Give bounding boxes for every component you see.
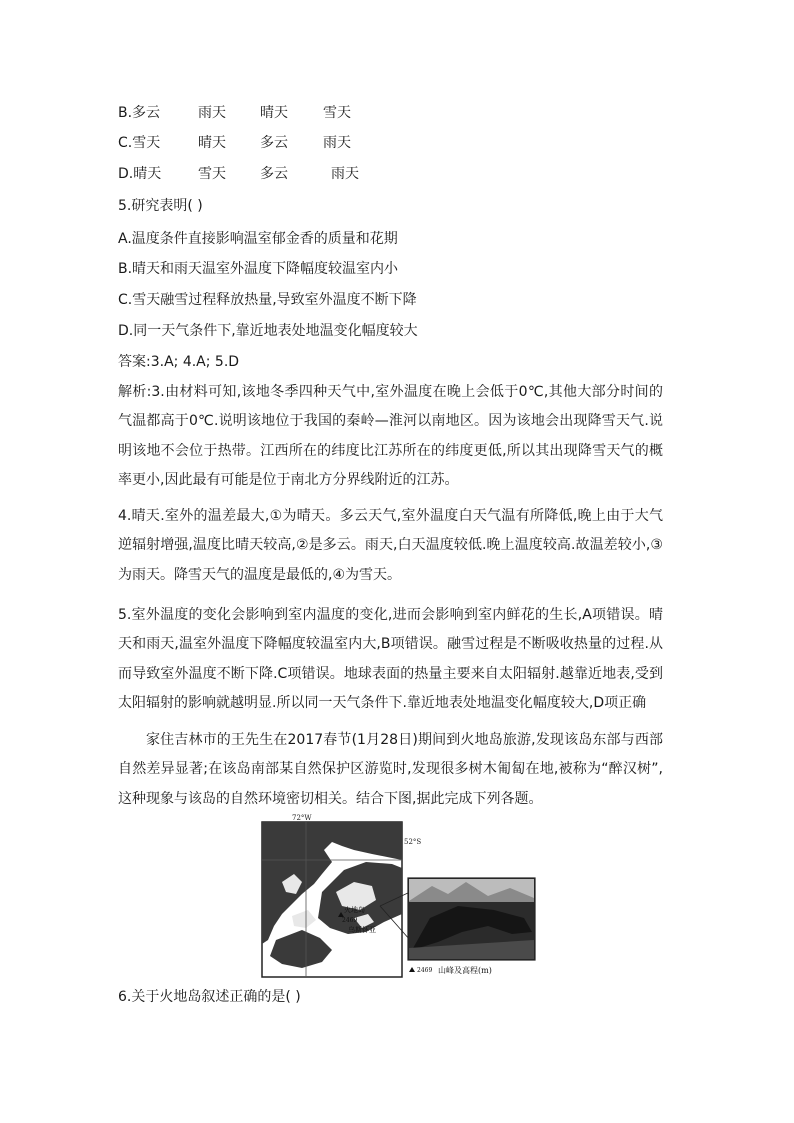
q5-option-d: D.同一天气条件下,靠近地表处地温变化幅度较大 bbox=[118, 323, 418, 339]
option-item: 雨天 bbox=[331, 166, 359, 182]
q5-option-c: C.雪天融雪过程释放热量,导致室外温度不断下降 bbox=[118, 292, 417, 308]
option-item: 晴天 bbox=[260, 105, 288, 121]
peak-label: 2469 bbox=[342, 917, 358, 924]
analysis-4: 4.晴天.室外的温差最大,①为晴天。多云天气,室外温度白天气温有所降低,晚上由于大气逆辐射增强,温度比晴天较高,②是多云。雨天,白天温度较低.晚上温度较高.故温差较小,③为雨天。降雪天气的温度是最低的,④为雪天。 bbox=[118, 508, 663, 583]
option-item: 雪天 bbox=[323, 105, 351, 121]
latitude-label: 52°S bbox=[404, 838, 422, 846]
option-item: 雪天 bbox=[198, 166, 226, 182]
q6-stem: 6.关于火地岛叙述正确的是( ) bbox=[118, 989, 301, 1005]
analysis-5: 5.室外温度的变化会影响到室内温度的变化,进而会影响到室内鲜花的生长,A项错误。晴天和雨天,温室外温度下降幅度较温室内大,B项错误。融雪过程是不断吸收热量的过程.从而导致室外温度不断下降.C项错误。地球表面的热量主要来自太阳辐射.越靠近地表,受到太阳辐射的影响就越明显.所以同一天气条件下.靠近地表处地温变化幅度较大,D项正确 bbox=[118, 607, 663, 711]
q5-option-b: B.晴天和雨天温室外温度下降幅度较温室内小 bbox=[118, 261, 399, 277]
map-figure bbox=[262, 814, 537, 977]
option-item: 雨天 bbox=[198, 105, 226, 121]
option-item: 多云 bbox=[260, 135, 288, 151]
legend-peak-icon bbox=[409, 967, 415, 972]
legend-value: 2469 bbox=[417, 967, 433, 974]
map-illustration bbox=[262, 814, 537, 977]
q5-option-a: A.温度条件直接影响温室郁金香的质量和花期 bbox=[118, 231, 398, 247]
option-letter: C.雪天 bbox=[118, 135, 161, 151]
answer-line: 答案:3.A; 4.A; 5.D bbox=[118, 354, 240, 370]
legend-text: 山峰及高程(m) bbox=[438, 966, 492, 975]
option-letter: B.多云 bbox=[118, 105, 161, 121]
q5-stem: 5.研究表明( ) bbox=[118, 198, 203, 214]
q4-option-b bbox=[118, 104, 351, 122]
analysis-3: 解析:3.由材料可知,该地冬季四种天气中,室外温度在晚上会低于0℃,其他大部分时间的气温都高于0℃.说明该地位于我国的秦岭—淮河以南地区。因为该地会出现降雪天气.说明该地不会位于热带。江西所在的纬度比江苏所在的纬度更低,所以其出现降雪天气的概率更小,因此最有可能是位于南北方分界线附近的江苏。 bbox=[118, 384, 663, 488]
longitude-label: 72°W bbox=[292, 814, 312, 822]
passage: 家住吉林市的王先生在2017春节(1月28日)期间到火地岛旅游,发现该岛东部与西部自然差异显著;在该岛南部某自然保护区游览时,发现很多树木匍匐在地,被称为“醉汉树”,这种现象与该岛的自然环境密切相关。结合下图,据此完成下列各题。 bbox=[118, 732, 663, 807]
town-label: 乌斯怀亚 bbox=[348, 926, 376, 934]
q4-option-d bbox=[118, 165, 359, 183]
island-label: 火地岛 bbox=[344, 906, 365, 914]
option-item: 晴天 bbox=[198, 135, 226, 151]
option-item: 雨天 bbox=[323, 135, 351, 151]
option-letter: D.晴天 bbox=[118, 166, 162, 182]
q4-option-c bbox=[118, 134, 351, 152]
option-item: 多云 bbox=[260, 166, 288, 182]
